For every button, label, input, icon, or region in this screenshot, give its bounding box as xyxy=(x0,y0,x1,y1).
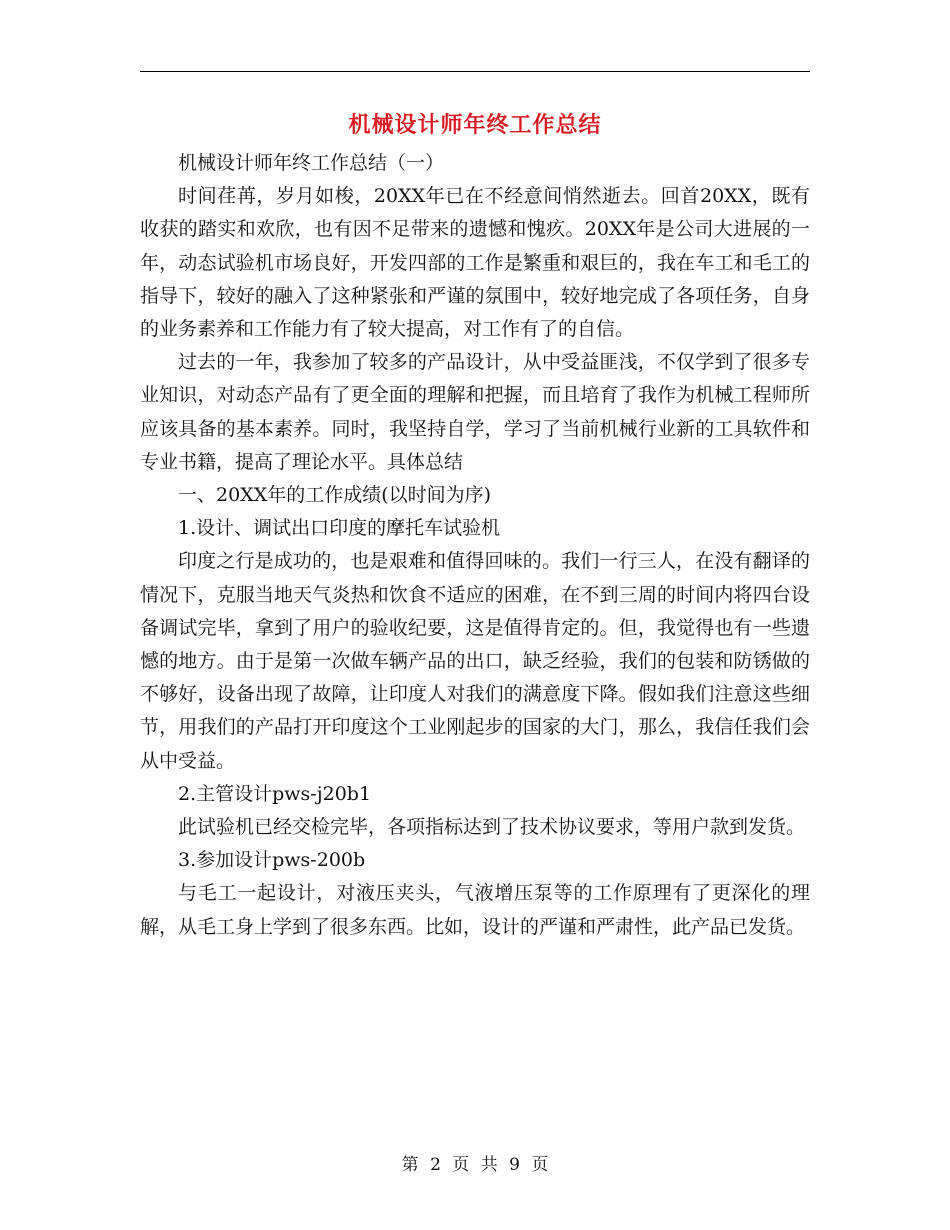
paragraph: 过去的一年，我参加了较多的产品设计，从中受益匪浅，不仅学到了很多专业知识，对动态产品有了更全面的理解和把握，而且培育了我作为机械工程师所应该具备的基本素养。同时，我坚持自学，学习了当前机械行业新的工具软件和专业书籍，提高了理论水平。具体总结 xyxy=(140,351,810,473)
subheading: 一、20XX年的工作成绩(以时间为序) xyxy=(178,484,492,507)
document-body xyxy=(140,147,810,944)
page-number: 第 2 页 共 9 页 xyxy=(401,1155,549,1175)
paragraph: 时间荏苒，岁月如梭，20XX年已在不经意间悄然逝去。回首20XX，既有收获的踏实和欢欣，也有因不足带来的遗憾和愧疚。20XX年是公司大进展的一年，动态试验机市场良好，开发四部的工作是繁重和艰巨的，我在车工和毛工的指导下，较好的融入了这种紧张和严谨的氛围中，较好地完成了各项任务，自身的业务素养和工作能力有了较大提高，对工作有了的自信。 xyxy=(140,185,810,341)
section-heading: 机械设计师年终工作总结（一） xyxy=(178,152,445,174)
list-heading: 3.参加设计pws-200b xyxy=(178,849,366,872)
list-heading: 1.设计、调试出口印度的摩托车试验机 xyxy=(178,517,501,540)
header-rule xyxy=(140,71,810,72)
list-heading: 2.主管设计pws-j20b1 xyxy=(178,782,372,805)
paragraph: 此试验机已经交检完毕，各项指标达到了技术协议要求，等用户款到发货。 xyxy=(178,816,806,839)
paragraph: 印度之行是成功的，也是艰难和值得回味的。我们一行三人，在没有翻译的情况下，克服当地天气炎热和饮食不适应的困难，在不到三周的时间内将四台设备调试完毕，拿到了用户的验收纪要，这是值得肯定的。但，我觉得也有一些遗憾的地方。由于是第一次做车辆产品的出口，缺乏经验，我们的包装和防锈做的不够好，设备出现了故障，让印度人对我们的满意度下降。假如我们注意这些细节，用我们的产品打开印度这个工业刚起步的国家的大门，那么，我信任我们会从中受益。 xyxy=(140,550,810,772)
paragraph: 与毛工一起设计，对液压夹头，气液增压泵等的工作原理有了更深化的理解，从毛工身上学到了很多东西。比如，设计的严谨和严肃性，此产品已发货。 xyxy=(140,882,810,938)
document-title: 机械设计师年终工作总结 xyxy=(348,112,602,138)
